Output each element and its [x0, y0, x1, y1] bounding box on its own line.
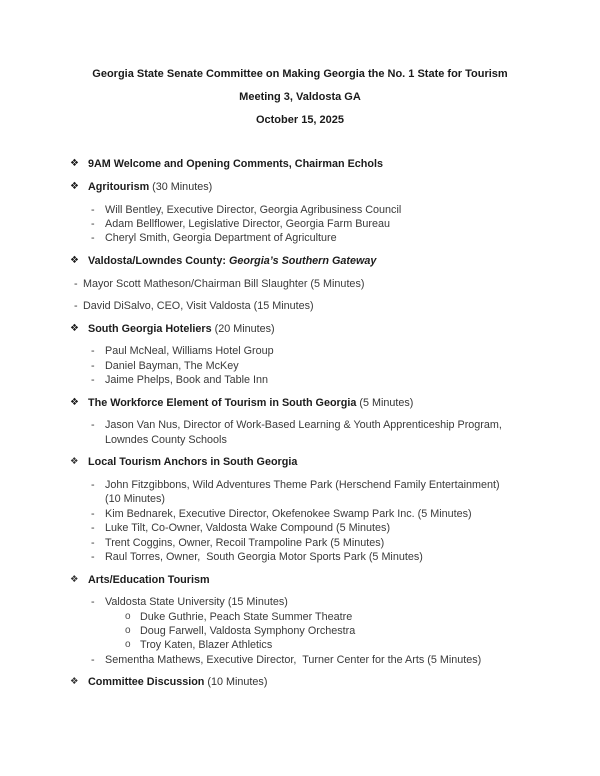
heading-segment: Agritourism [88, 181, 150, 193]
agenda-section-heading [0, 180, 545, 194]
agenda-section-heading [0, 157, 545, 171]
agenda-subitem [0, 478, 545, 507]
agenda-subitem-text [105, 595, 288, 609]
text-line: Duke Guthrie, Peach State Summer Theatre [140, 610, 353, 623]
text-line: Jaime Phelps, Book and Table Inn [105, 374, 269, 387]
circle-bullet-icon: o [125, 625, 131, 636]
diamond-bullet-icon: ❖ [70, 181, 79, 192]
text-line: Daniel Bayman, The McKey [105, 359, 239, 372]
heading-segment: (10 Minutes) [204, 676, 268, 689]
text-line: Paul McNeal, Williams Hotel Group [105, 345, 274, 358]
agenda-section-heading [0, 573, 545, 587]
agenda-item [0, 299, 545, 313]
dash-bullet-icon: - [74, 277, 78, 290]
diamond-bullet-icon: ❖ [70, 676, 79, 688]
dash-bullet-icon: - [91, 653, 95, 666]
text-line: Cheryl Smith, Georgia Department of Agriculture [105, 232, 337, 245]
document-title-block [0, 67, 600, 127]
dash-bullet-icon: - [91, 218, 95, 230]
dash-bullet-icon: - [91, 478, 95, 491]
agenda [0, 157, 600, 689]
section-heading-text [88, 322, 275, 336]
dash-bullet-icon: - [91, 596, 95, 609]
agenda-subitem-text [105, 478, 500, 507]
heading-segment: Local Tourism Anchors in South Georgia [88, 456, 298, 469]
dash-bullet-icon: - [91, 374, 95, 387]
agenda-subitem-text [105, 217, 390, 231]
agenda-section-heading [0, 455, 545, 469]
agenda-subitem [0, 217, 545, 231]
dash-bullet-icon: - [91, 345, 95, 358]
agenda-subitem-text [105, 373, 268, 387]
dash-bullet-icon: - [91, 522, 95, 535]
diamond-bullet-icon: ❖ [70, 396, 79, 408]
dash-bullet-icon: - [91, 232, 95, 245]
heading-segment: Committee Discussion [88, 676, 205, 689]
agenda-subitem-text [105, 507, 472, 521]
agenda-subitem-text [105, 231, 337, 245]
section-heading-text [88, 675, 267, 689]
circle-bullet-icon: o [125, 639, 131, 651]
agenda-section-heading [0, 322, 545, 336]
doc-title-line-3: October 15, 2025 [255, 114, 345, 126]
agenda-subitem-text [105, 418, 502, 447]
dash-bullet-icon: - [91, 536, 95, 549]
agenda-subitem [0, 203, 545, 217]
text-line: Valdosta State University (15 Minutes) [105, 596, 288, 609]
text-line: Sementha Mathews, Executive Director, Turner Center for the Arts (5 Minutes) [105, 653, 482, 666]
agenda-subitem [0, 653, 545, 667]
diamond-bullet-icon: ❖ [70, 573, 79, 585]
agenda-subitem-text [105, 344, 274, 358]
heading-segment: Georgia’s Southern Gateway [228, 255, 377, 267]
diamond-bullet-icon: ❖ [70, 255, 79, 266]
agenda-subitem [0, 344, 545, 358]
text-line: Raul Torres, Owner, South Georgia Motor Sports Park (5 Minutes) [105, 551, 423, 563]
agenda-sublist [0, 203, 545, 246]
section-heading-text [88, 254, 376, 268]
text-line: Will Bentley, Executive Director, Georgia Agribusiness Council [105, 203, 402, 216]
heading-segment: South Georgia Hoteliers [88, 322, 212, 335]
section-heading-text [88, 157, 383, 171]
section-heading-text [88, 455, 297, 469]
text-line: Kim Bednarek, Executive Director, Okefenokee Swamp Park Inc. (5 Minutes) [105, 507, 472, 520]
agenda-item [0, 277, 545, 291]
heading-segment: The Workforce Element of Tourism in South Georgia [88, 396, 357, 409]
text-line: Lowndes County Schools [105, 433, 227, 446]
agenda-subitem [0, 550, 545, 564]
text-line: Trent Coggins, Owner, Recoil Trampoline Park (5 Minutes) [105, 536, 385, 549]
section-heading-text [88, 396, 413, 410]
dash-bullet-icon: - [91, 551, 95, 563]
agenda-section-heading [0, 675, 545, 689]
heading-segment: 9AM Welcome and Opening Comments, Chairman Echols [88, 158, 383, 171]
heading-segment: (5 Minutes) [356, 396, 414, 409]
agenda-sublist [0, 595, 545, 667]
agenda-subitem-text [105, 550, 423, 564]
section-heading-text [88, 573, 210, 587]
dash-bullet-icon: - [91, 419, 95, 432]
agenda-subitem-text [140, 638, 272, 652]
doc-title-line-2: Meeting 3, Valdosta GA [239, 91, 361, 103]
agenda-sublist [0, 478, 545, 564]
agenda-item-text: Mayor Scott Matheson/Chairman Bill Slaughter (5 Minutes) [83, 277, 365, 290]
circle-bullet-icon: o [125, 610, 131, 622]
text-line: Jason Van Nus, Director of Work-Based Learning & Youth Apprenticeship Program, [105, 419, 502, 432]
agenda-subitem-text [105, 203, 401, 217]
agenda-subitem [0, 521, 545, 535]
agenda-subitem [0, 624, 545, 638]
agenda-subitem-text [140, 624, 355, 638]
text-line: Adam Bellflower, Legislative Director, Georgia Farm Bureau [105, 218, 391, 230]
heading-segment: (30 Minutes) [149, 181, 213, 193]
agenda-subitem-text [140, 610, 352, 624]
text-line: John Fitzgibbons, Wild Adventures Theme Park (Herschend Family Entertainment) [105, 478, 500, 491]
agenda-section-heading [0, 396, 545, 410]
heading-segment: (20 Minutes) [211, 322, 275, 335]
text-line: Doug Farwell, Valdosta Symphony Orchestra [140, 625, 356, 637]
agenda-subitem [0, 507, 545, 521]
dash-bullet-icon: - [91, 507, 95, 520]
text-line: Troy Katen, Blazer Athletics [140, 639, 273, 652]
agenda-sublist [0, 344, 545, 387]
agenda-subitem [0, 373, 545, 387]
agenda-subitem [0, 231, 545, 245]
text-line: (10 Minutes) [105, 493, 166, 506]
dash-bullet-icon: - [74, 300, 78, 313]
heading-segment: Valdosta/Lowndes County: [88, 255, 229, 267]
agenda-subitem [0, 359, 545, 373]
agenda-subitem-text [105, 653, 481, 667]
dash-bullet-icon: - [91, 359, 95, 372]
dash-bullet-icon: - [91, 203, 95, 216]
agenda-subitem [0, 536, 545, 550]
agenda-subitem-text [105, 536, 384, 550]
doc-title-line-1: Georgia State Senate Committee on Making Georgia the No. 1 State for Tourism [92, 68, 508, 80]
agenda-sublist [0, 418, 545, 447]
agenda-item-text: David DiSalvo, CEO, Visit Valdosta (15 Minutes) [83, 300, 314, 313]
agenda-subitem-text [105, 521, 390, 535]
agenda-subitem [0, 610, 545, 624]
heading-segment: Arts/Education Tourism [88, 573, 210, 586]
text-line: Luke Tilt, Co-Owner, Valdosta Wake Compound (5 Minutes) [105, 522, 391, 535]
diamond-bullet-icon: ❖ [70, 158, 79, 170]
agenda-section-heading [0, 254, 545, 268]
diamond-bullet-icon: ❖ [70, 456, 79, 468]
diamond-bullet-icon: ❖ [70, 322, 79, 334]
agenda-subitem [0, 418, 545, 447]
agenda-subitem-text [105, 359, 239, 373]
agenda-subitem [0, 638, 545, 652]
section-heading-text [88, 180, 212, 194]
agenda-subitem [0, 595, 545, 609]
